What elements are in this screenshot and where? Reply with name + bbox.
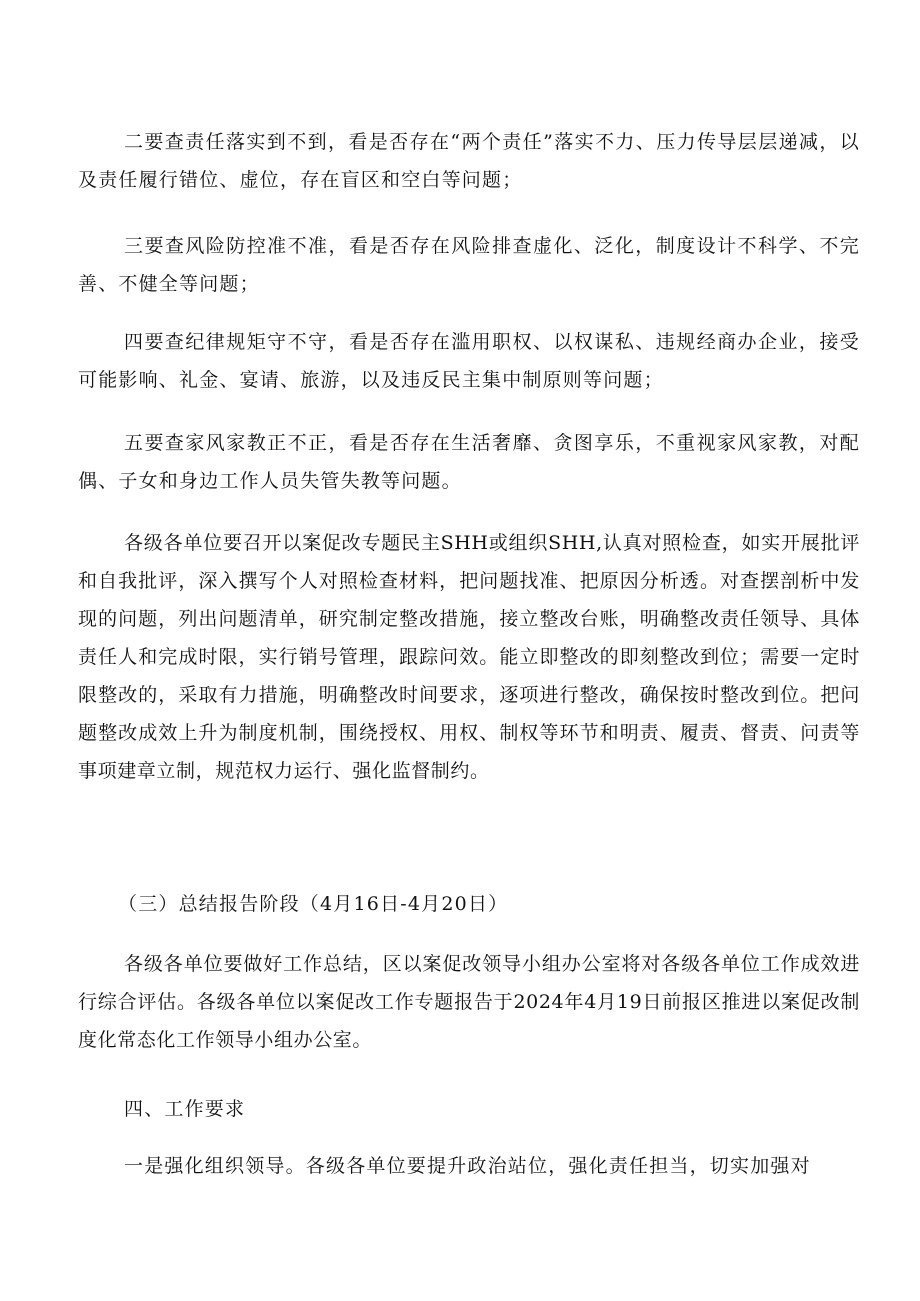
paragraph-responsibility: 二要查责任落实到不到，看是否存在“两个责任”落实不力、压力传导层层递减，以及责任履行错位、虚位，存在盲区和空白等问题； — [78, 131, 860, 191]
paragraph-organization-leadership: 一是强化组织领导。各级各单位要提升政治站位，强化责任担当，切实加强对 — [124, 1155, 811, 1177]
paragraph-summary: 各级各单位要做好工作总结，区以案促改领导小组办公室将对各级各单位工作成效进行综合评估。各级各单位以案促改工作专题报告于2024年4月19日前报区推进以案促改制度化常态化工作领导小组办公室。 — [78, 953, 860, 1051]
section-heading-work-requirements: 四、工作要求 — [124, 1098, 246, 1120]
section-heading-summary-stage: （三）总结报告阶段（4月16日-4月20日） — [118, 893, 509, 915]
paragraph-rectification: 各级各单位要召开以案促改专题民主SHH或组织SHH,认真对照检查，如实开展批评和自我批评，深入撰写个人对照检查材料，把问题找准、把原因分析透。对查摆剖析中发现的问题，列出问题清单，研究制定整改措施，接立整改台账，明确整改责任领导、具体责任人和完成时限，实行销号管理，跟踪问效。能立即整改的即刻整改到位；需要一定时限整改的，采取有力措施，明确整改时间要求，逐项进行整改，确保按时整改到位。把问题整改成效上升为制度机制，围绕授权、用权、制权等环节和明责、履责、督责、问责等事项建章立制，规范权力运行、强化监督制约。 — [78, 532, 860, 782]
paragraph-family-style: 五要查家风家教正不正，看是否存在生活奢靡、贪图享乐，不重视家风家教，对配偶、子女和身边工作人员失管失教等问题。 — [78, 432, 860, 492]
paragraph-risk-control: 三要查风险防控准不准，看是否存在风险排查虚化、泛化，制度设计不科学、不完善、不健全等问题； — [78, 235, 860, 295]
paragraph-discipline: 四要查纪律规矩守不守，看是否存在滥用职权、以权谋私、违规经商办企业，接受可能影响、礼金、宴请、旅游，以及违反民主集中制原则等问题； — [78, 331, 860, 391]
